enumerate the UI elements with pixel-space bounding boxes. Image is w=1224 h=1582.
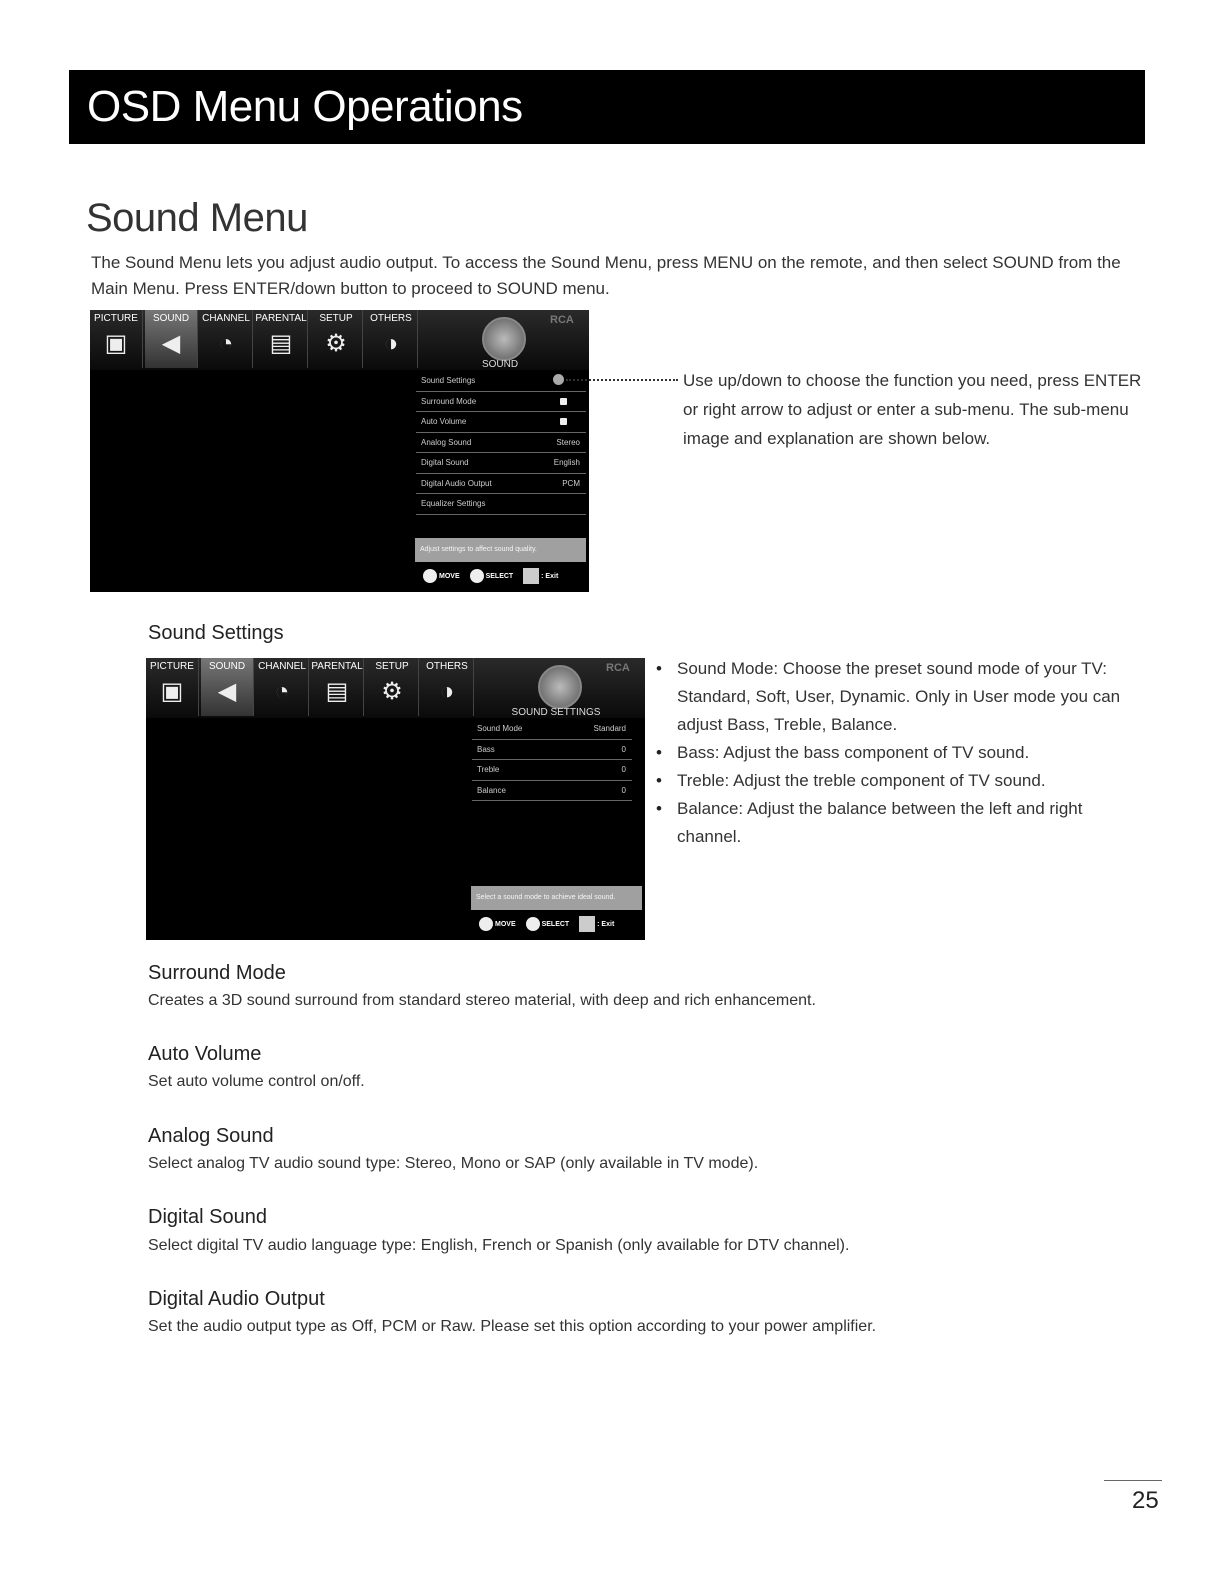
osd-tab-sound: [145, 310, 198, 368]
osd-tab-label: SOUND: [152, 313, 190, 324]
osd-row-label: Digital Sound: [421, 458, 469, 467]
page-number-rule: [1104, 1480, 1162, 1481]
lock-icon: ▤: [269, 330, 293, 357]
sound-menu-screenshot: [90, 310, 589, 592]
osd-menu-row: [416, 494, 586, 515]
osd-menu-row: [472, 740, 632, 761]
osd-row-value: PCM: [562, 478, 580, 488]
bullet-item: • Sound Mode: Choose the preset sound mode of your TV: Standard, Soft, User, Dynamic. Only in User mode you can adjust Bass, Treble, Balance.: [656, 655, 1136, 739]
section-heading: Digital Sound: [148, 1206, 267, 1228]
tv-icon: ▣: [160, 678, 184, 705]
osd-tab-label: OTHERS: [426, 661, 468, 672]
osd-tab-label: CHANNEL: [258, 661, 306, 672]
section-heading: Analog Sound: [148, 1125, 274, 1147]
bullet-item: • Balance: Adjust the balance between the left and right channel.: [656, 795, 1136, 851]
section-heading: Auto Volume: [148, 1043, 262, 1065]
section-heading: Digital Audio Output: [148, 1288, 325, 1310]
select-button-icon: [470, 569, 484, 583]
move-button-icon: [479, 917, 493, 931]
exit-button-icon: [579, 916, 595, 932]
nav-move-label: MOVE: [439, 572, 460, 580]
osd-tab-label: SETUP: [319, 313, 353, 324]
osd-menu-title: SOUND SETTINGS: [511, 707, 601, 718]
section-text: Select digital TV audio language type: English, French or Spanish (only available for DTV channel).: [148, 1237, 850, 1254]
osd-menu-row: [472, 781, 632, 802]
sound-menu-intro: The Sound Menu lets you adjust audio output. To access the Sound Menu, press MENU on the remote, and then select SOUND from the Main Menu. Press ENTER/down button to proceed to SOUND menu.: [91, 253, 1121, 298]
nav-select-label: SELECT: [541, 920, 570, 928]
osd-row-value: Stereo: [556, 437, 580, 447]
osd-nav-bar: [423, 568, 566, 584]
osd-tab-label: OTHERS: [370, 313, 412, 324]
speaker-icon: ◀: [217, 678, 237, 705]
osd-tab-label: SETUP: [375, 661, 409, 672]
tv-icon: ▣: [104, 330, 128, 357]
osd-tab-label: PICTURE: [150, 661, 194, 672]
osd-menu-row: [472, 760, 632, 781]
osd-tab-channel: [200, 310, 253, 368]
sound-category-icon: [538, 665, 582, 709]
osd-row-value: 0: [621, 785, 626, 795]
osd-row-label: Treble: [477, 765, 500, 774]
nav-select-label: SELECT: [485, 572, 514, 580]
osd-tab-setup: [310, 310, 363, 368]
disc-icon: ◑: [383, 330, 399, 357]
osd-row-label: Sound Mode: [477, 724, 523, 733]
speaker-icon: ◀: [161, 330, 181, 357]
header-banner: [69, 70, 1145, 144]
osd-row-value: Standard: [593, 724, 626, 733]
sound-menu-heading: Sound Menu: [86, 196, 308, 240]
osd-tab-label: SOUND: [208, 661, 246, 672]
sound-settings-bullets: [656, 655, 1136, 851]
osd-hint-bar: Select a sound mode to achieve ideal sound.: [471, 886, 642, 910]
osd-menu-row: [416, 392, 586, 413]
gears-icon: ⚙: [325, 330, 347, 357]
section-heading: Surround Mode: [148, 962, 286, 984]
osd-menu-row: [472, 719, 632, 740]
rca-logo: RCA: [606, 662, 630, 674]
osd-tab-picture: [90, 310, 143, 368]
osd-row-label: Surround Mode: [421, 396, 477, 406]
osd-row-label: Auto Volume: [421, 417, 467, 426]
osd-row-value: English: [553, 458, 580, 467]
lock-icon: ▤: [325, 678, 349, 705]
osd-menu-row: [416, 474, 586, 495]
osd-tab-label: PICTURE: [94, 313, 138, 324]
section-text: Set auto volume control on/off.: [148, 1073, 365, 1090]
osd-menu-row: [416, 371, 586, 392]
osd-tab-parental: [255, 310, 308, 368]
osd-row-value: 0: [621, 765, 626, 774]
osd-menu-title: SOUND: [481, 359, 519, 370]
osd-tab-picture: [146, 658, 199, 716]
gears-icon: ⚙: [381, 678, 403, 705]
osd-tab-label: CHANNEL: [202, 313, 250, 324]
bullet-item: • Treble: Adjust the treble component of TV sound.: [656, 767, 1136, 795]
move-button-icon: [423, 569, 437, 583]
osd-tab-setup: [366, 658, 419, 716]
osd-nav-bar: [479, 916, 622, 932]
osd-row-label: Digital Audio Output: [421, 478, 492, 488]
osd-tab-others: [365, 310, 418, 368]
disc-icon: ◑: [439, 678, 455, 705]
section-text: Select analog TV audio sound type: Stereo, Mono or SAP (only available in TV mode).: [148, 1155, 759, 1172]
osd-menu-row: [416, 433, 586, 454]
sound-settings-list: [472, 719, 632, 801]
sound-settings-screenshot: [146, 658, 645, 940]
nav-exit-label: : Exit: [541, 572, 559, 580]
osd-row-label: Balance: [477, 785, 506, 795]
osd-row-label: Sound Settings: [421, 376, 476, 385]
osd-tab-sound: [201, 658, 254, 716]
select-button-icon: [526, 917, 540, 931]
sound-category-icon: [482, 317, 526, 361]
osd-menu-row: [416, 453, 586, 474]
satellite-dish-icon: ◔: [218, 330, 234, 357]
osd-hint-bar: Adjust settings to affect sound quality.: [415, 538, 586, 562]
sound-menu-list: [416, 371, 586, 515]
section-text: Creates a 3D sound surround from standard stereo material, with deep and rich enhancement.: [148, 992, 816, 1009]
osd-menu-row: [416, 412, 586, 433]
osd-tab-label: PARENTAL: [311, 661, 363, 672]
section-text: Set the audio output type as Off, PCM or Raw. Please set this option according to your power amplifier.: [148, 1318, 877, 1335]
page-header-title: OSD Menu Operations: [87, 82, 523, 131]
osd-row-label: Analog Sound: [421, 437, 472, 447]
sound-menu-callout: Use up/down to choose the function you need, press ENTER or right arrow to adjust or enter a sub-menu. The sub-menu image and explanation are shown below.: [683, 371, 1142, 448]
osd-tab-parental: [311, 658, 364, 716]
osd-tab-channel: [256, 658, 309, 716]
exit-button-icon: [523, 568, 539, 584]
page-number: 25: [1132, 1487, 1159, 1514]
osd-tab-others: [421, 658, 474, 716]
toggle-box-icon: [560, 398, 567, 405]
nav-move-label: MOVE: [495, 920, 516, 928]
sound-settings-heading: Sound Settings: [148, 622, 284, 644]
osd-tab-label: PARENTAL: [255, 313, 307, 324]
satellite-dish-icon: ◔: [274, 678, 290, 705]
osd-row-value: 0: [621, 744, 626, 754]
nav-exit-label: : Exit: [597, 920, 615, 928]
rca-logo: RCA: [550, 314, 574, 326]
osd-row-label: Equalizer Settings: [421, 499, 486, 508]
osd-row-label: Bass: [477, 744, 495, 754]
toggle-box-icon: [560, 418, 567, 425]
bullet-item: • Bass: Adjust the bass component of TV sound.: [656, 739, 1136, 767]
selection-knob-icon: [553, 374, 564, 385]
callout-leader-line: [566, 379, 678, 381]
